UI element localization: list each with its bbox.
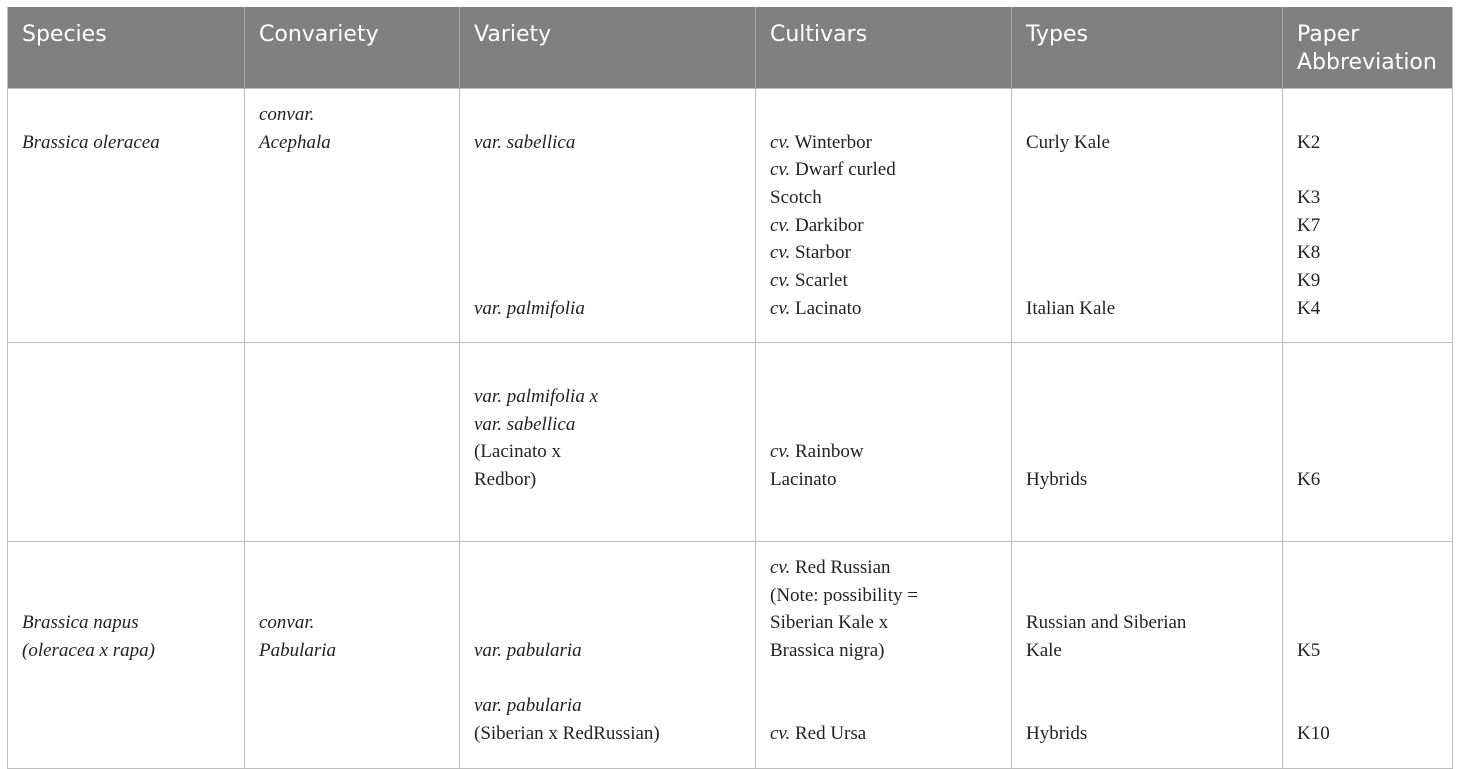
cell-line: K3 [1297,187,1321,209]
cell-line [1297,609,1438,637]
cell-line: Hybrids [1026,469,1088,491]
cell-line: Acephala [259,131,331,153]
cell-line [770,438,997,466]
cell-line [770,582,997,610]
cell-line: convar. [259,612,315,634]
cell-line [1297,438,1438,466]
cell-line [22,411,230,439]
cultivar-prefix: cv. [770,557,791,578]
cultivar-name: Winterbor [794,131,872,153]
cell-line [1297,411,1438,439]
cell-line [259,554,445,582]
cell-line [474,101,741,129]
cell-line [1026,212,1268,240]
cell-line [259,239,445,267]
cultivar-prefix: cv. [770,131,791,153]
cell-line [22,295,230,323]
cell-line [22,582,230,610]
cell-line [474,267,741,295]
cell-line [22,665,230,693]
cell-line [22,383,230,411]
convariety-cell [245,542,460,769]
cell-line [770,637,997,665]
cell-line [259,411,445,439]
cell-line [259,466,445,494]
species-cell [8,89,245,343]
cell-line [1026,665,1268,693]
cell-line [474,239,741,267]
cell-line [474,156,741,184]
cell-line [770,466,997,494]
cell-line [22,692,230,720]
cultivars-cell [756,542,1012,769]
header-row [8,7,1453,89]
cell-line [1026,411,1268,439]
cultivar-prefix: cv. [770,214,791,236]
cell-line [1026,692,1268,720]
cell-line [770,156,997,184]
cell-line [770,267,997,295]
cultivars-cell [756,89,1012,343]
cultivar-name: Lacinato [770,469,837,491]
cultivar-name: Brassica nigra) [770,640,885,662]
cell-line [770,212,997,240]
cultivar-prefix: cv. [770,159,791,181]
cultivar-prefix: cv. [770,270,791,292]
cell-line [1297,665,1438,693]
cell-line [474,582,741,610]
cultivar-name: Rainbow [794,441,864,463]
cell-line: K9 [1297,270,1321,292]
abbreviation-cell [1283,542,1453,769]
cultivar-prefix: cv. [770,723,791,745]
cell-line: var. pabularia [474,640,582,662]
cell-line: Kale [1026,640,1062,662]
cultivar-name: Scarlet [794,270,848,292]
cell-line: convar. [259,104,315,125]
cell-line: Hybrids [1026,723,1088,745]
cell-line: K4 [1297,297,1321,319]
cell-line [1297,554,1438,582]
cultivar-prefix: cv. [770,242,791,264]
cell-line: (oleracea x rapa) [22,640,155,662]
cell-line [259,295,445,323]
cell-line [259,720,445,748]
species-cell [8,343,245,542]
cell-line [1026,267,1268,295]
cell-line [1297,692,1438,720]
cell-line [1297,101,1438,129]
cultivar-name: Red Ursa [794,723,867,745]
cell-line: var. sabellica [474,413,576,435]
cultivar-prefix: cv. [770,297,791,319]
header-variety: Variety [460,7,756,89]
types-cell [1012,89,1283,343]
cell-line [259,582,445,610]
cell-line [770,411,997,439]
cell-line: Italian Kale [1026,297,1116,319]
cell-line: Redbor) [474,469,537,491]
cell-line [1026,101,1268,129]
types-cell [1012,343,1283,542]
cell-line [1026,554,1268,582]
cell-line [259,212,445,240]
species-cell [8,542,245,769]
cell-line [259,184,445,212]
cell-line: var. sabellica [474,131,576,153]
cultivars-cell [756,343,1012,542]
cell-line [474,554,741,582]
cell-line [22,101,230,129]
cell-line: K7 [1297,214,1321,236]
cultivar-name: Siberian Kale x [770,612,889,634]
variety-cell [460,542,756,769]
convariety-cell [245,89,460,343]
cell-line [1297,156,1438,184]
cultivar-name: Lacinato [794,297,862,319]
header-types: Types [1012,7,1283,89]
cell-line [770,129,997,157]
cell-line [22,554,230,582]
cell-line [1297,383,1438,411]
cultivar-prefix: cv. [770,441,791,463]
cell-line [770,101,997,129]
cell-line [259,692,445,720]
cell-line [259,438,445,466]
header-convariety: Convariety [245,7,460,89]
header-species: Species [8,7,245,89]
cell-line [22,720,230,748]
table-row [8,343,1453,542]
cell-line [259,156,445,184]
cell-line: Brassica napus [22,612,139,634]
cell-line [474,609,741,637]
cell-line: K10 [1297,723,1330,745]
cultivar-name: Red Russian [794,557,891,578]
cell-line [770,295,997,323]
table-row [8,89,1453,343]
cell-line: Russian and Siberian [1026,612,1187,634]
cell-line: K5 [1297,640,1321,662]
cell-line [22,156,230,184]
cell-line [22,438,230,466]
header-paper-abbreviation: Paper Abbreviation [1283,7,1453,89]
variety-cell [460,89,756,343]
cell-line: var. pabularia [474,695,582,717]
cell-line [22,212,230,240]
cell-line [474,212,741,240]
cell-line [22,184,230,212]
cell-line [22,239,230,267]
cell-line [1026,383,1268,411]
cell-line [22,466,230,494]
cell-line [770,665,997,693]
cell-line [474,665,741,693]
cell-line: Curly Kale [1026,131,1110,153]
abbreviation-cell [1283,89,1453,343]
cultivar-name: Scotch [770,187,822,209]
cell-line [1026,239,1268,267]
cell-line: K8 [1297,242,1321,264]
convariety-cell [245,343,460,542]
cell-line [1026,438,1268,466]
abbreviation-cell [1283,343,1453,542]
cultivar-name: Starbor [794,242,851,264]
cell-line [22,267,230,295]
cell-line: Pabularia [259,640,337,662]
cell-line [1297,582,1438,610]
cell-line [770,239,997,267]
header-cultivars: Cultivars [756,7,1012,89]
cultivar-name: Darkibor [794,214,864,236]
cultivar-name: Dwarf curled [794,159,896,181]
variety-cell [460,343,756,542]
cell-line [259,383,445,411]
cell-line [770,554,997,582]
cell-line: (Lacinato x [474,441,562,463]
cultivar-name: (Note: possibility = [770,584,918,606]
cell-line [770,609,997,637]
cell-line [259,665,445,693]
cell-line: Brassica oleracea [22,131,160,153]
cell-line [770,184,997,212]
cell-line [259,267,445,295]
cell-line [770,692,997,720]
cell-line [770,720,997,748]
cell-line [1026,156,1268,184]
cell-line: K2 [1297,131,1321,153]
types-cell [1012,542,1283,769]
cell-line: K6 [1297,469,1321,491]
cell-line [474,184,741,212]
table-row [8,542,1453,769]
cell-line [1026,184,1268,212]
cell-line: var. palmifolia x [474,386,599,407]
cell-line: (Siberian x RedRussian) [474,723,660,745]
cell-line [1026,582,1268,610]
kale-cultivar-table [7,7,1453,769]
cell-line [770,383,997,411]
cell-line: var. palmifolia [474,297,585,319]
